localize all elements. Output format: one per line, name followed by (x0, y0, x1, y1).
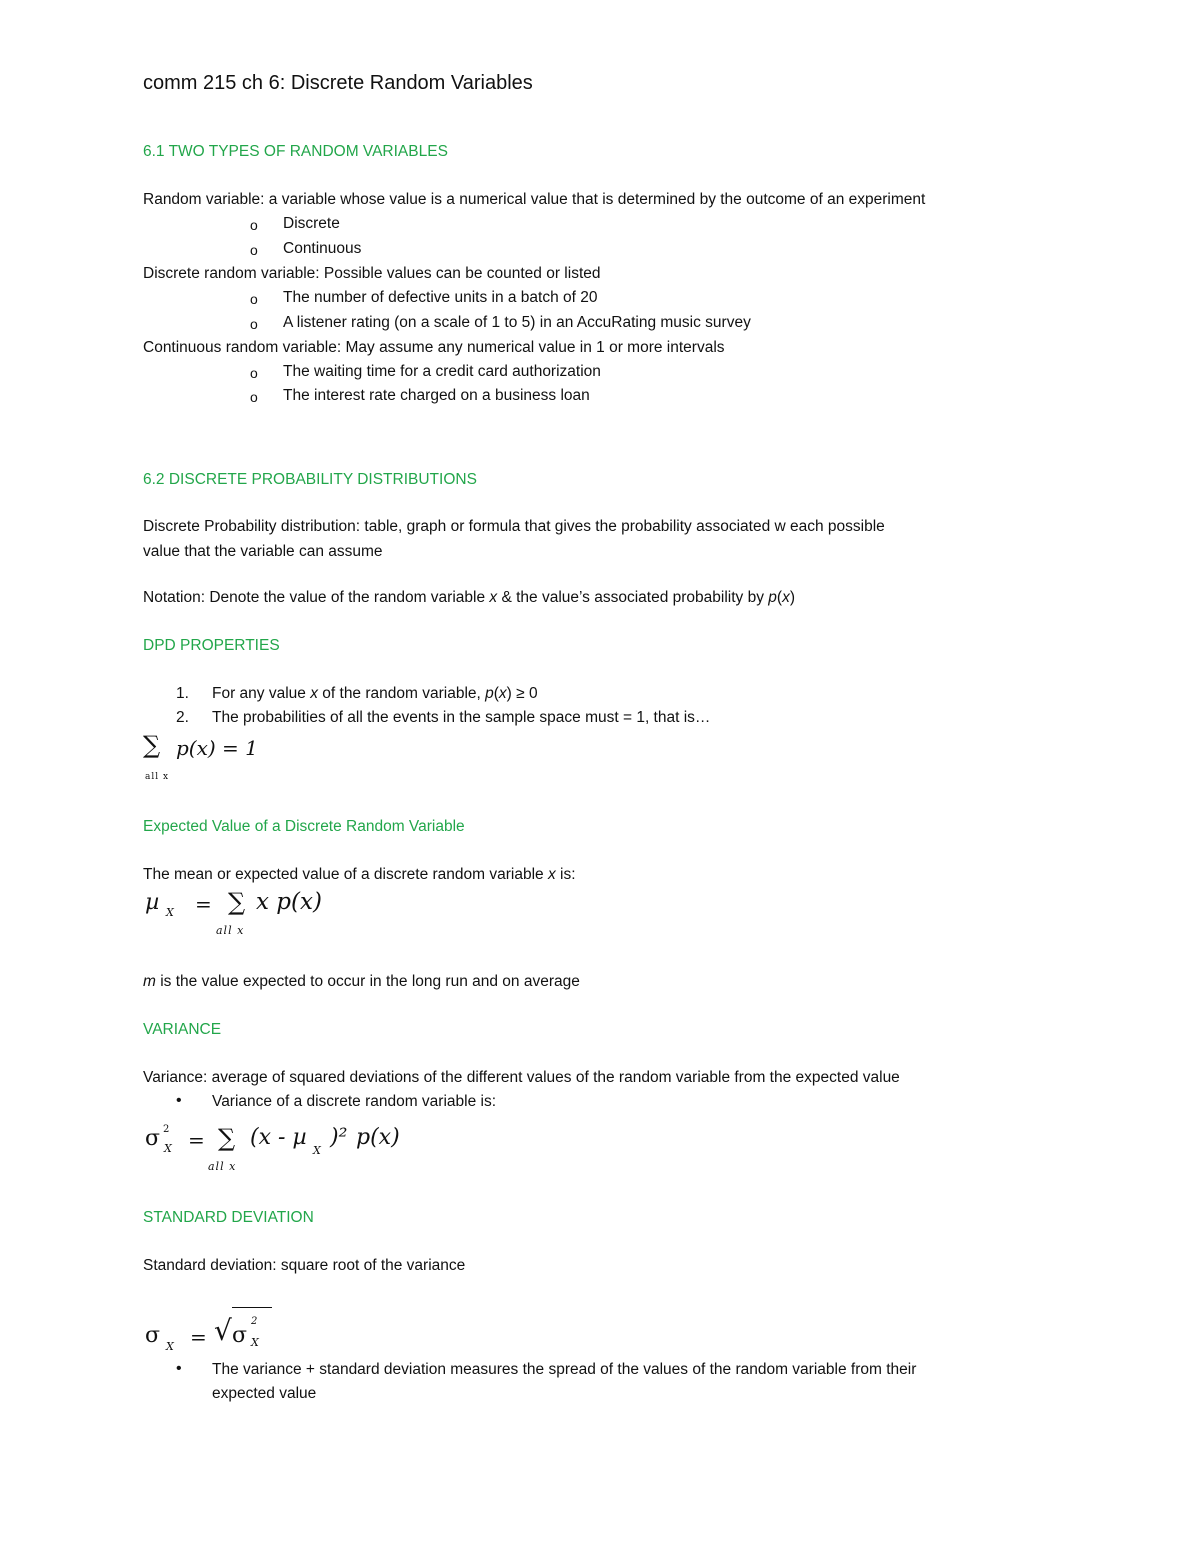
expected-value-definition: The mean or expected value of a discrete random variable x is: (143, 866, 576, 883)
spread-note-line-2: expected value (212, 1385, 317, 1402)
square-root-symbol: √ (214, 1314, 232, 1347)
sum-subscript: all x (145, 772, 170, 782)
sigma-subscript: X (164, 1142, 172, 1155)
list-bullet: o (250, 365, 258, 381)
list-number: 1. (176, 685, 189, 702)
sum-symbol: ∑ (143, 731, 161, 759)
notation-line: Notation: Denote the value of the random variable x & the value’s associated probability by p(x) (143, 589, 795, 606)
discrete-rv-definition: Discrete random variable: Possible values can be counted or listed (143, 265, 601, 282)
page-title: comm 215 ch 6: Discrete Random Variables (143, 72, 533, 94)
mean-explanation: m is the value expected to occur in the long run and on average (143, 973, 580, 990)
variance-mu-subscript: X (313, 1144, 321, 1157)
sum-subscript: all x (208, 1160, 237, 1173)
section-heading-6-2: 6.2 DISCRETE PROBABILITY DISTRIBUTIONS (143, 471, 477, 488)
equals-sign: = (188, 1128, 205, 1152)
sum-symbol: ∑ (228, 888, 246, 916)
property-item-1: For any value x of the random variable, p(x) ≥ 0 (212, 685, 538, 702)
variance-formula-square: )² (330, 1125, 348, 1150)
radical-bar (232, 1307, 272, 1308)
list-item: The waiting time for a credit card authorization (283, 363, 601, 380)
list-item: Discrete (283, 215, 340, 232)
variance-formula-body: (x - µ (250, 1125, 307, 1150)
variance-heading: VARIANCE (143, 1021, 222, 1038)
list-bullet: o (250, 291, 258, 307)
sigma-subscript: X (166, 1340, 174, 1353)
section-heading-6-1: 6.1 TWO TYPES OF RANDOM VARIABLES (143, 143, 448, 160)
equals-sign: = (195, 892, 212, 916)
variance-formula-probability: p(x) (356, 1125, 400, 1150)
standard-deviation-definition: Standard deviation: square root of the variance (143, 1257, 466, 1274)
dpd-definition-line-2: value that the variable can assume (143, 543, 383, 560)
variance-bullet: Variance of a discrete random variable is: (212, 1093, 497, 1110)
list-bullet: o (250, 316, 258, 332)
sigma-symbol: σ (145, 1126, 161, 1151)
mu-symbol: µ (145, 890, 160, 915)
list-bullet: o (250, 242, 258, 258)
bullet-dot: • (176, 1360, 182, 1377)
sigma-symbol: σ (232, 1323, 248, 1348)
dpd-properties-heading: DPD PROPERTIES (143, 637, 280, 654)
list-bullet: o (250, 217, 258, 233)
list-item: A listener rating (on a scale of 1 to 5) in an AccuRating music survey (283, 314, 751, 331)
list-bullet: o (250, 389, 258, 405)
continuous-rv-definition: Continuous random variable: May assume any numerical value in 1 or more intervals (143, 339, 725, 356)
standard-deviation-heading: STANDARD DEVIATION (143, 1209, 314, 1226)
mu-subscript: X (166, 906, 174, 919)
property-item-2: The probabilities of all the events in the sample space must = 1, that is… (212, 709, 711, 726)
equals-sign: = (190, 1325, 207, 1349)
sum-subscript: all x (216, 924, 245, 937)
variance-definition: Variance: average of squared deviations of the different values of the random variable from the expected value (143, 1069, 900, 1086)
list-item: The number of defective units in a batch of 20 (283, 289, 598, 306)
spread-note-line-1: The variance + standard deviation measures the spread of the values of the random variable from their (212, 1361, 917, 1378)
list-item: The interest rate charged on a business loan (283, 387, 590, 404)
expected-value-formula: x p(x) (256, 889, 322, 915)
sum-symbol: ∑ (218, 1124, 236, 1152)
sigma-superscript: 2 (163, 1124, 170, 1135)
sigma-subscript: X (251, 1336, 259, 1349)
dpd-definition-line-1: Discrete Probability distribution: table, graph or formula that gives the probability associated w each possible (143, 518, 885, 535)
sigma-symbol: σ (145, 1323, 161, 1348)
sum-probability-formula: p(x) = 1 (176, 736, 258, 760)
list-number: 2. (176, 709, 189, 726)
expected-value-heading: Expected Value of a Discrete Random Variable (143, 818, 465, 835)
sigma-superscript: 2 (251, 1316, 258, 1327)
list-item: Continuous (283, 240, 362, 257)
random-variable-definition: Random variable: a variable whose value is a numerical value that is determined by the outcome of an experiment (143, 191, 926, 208)
bullet-dot: • (176, 1092, 182, 1109)
